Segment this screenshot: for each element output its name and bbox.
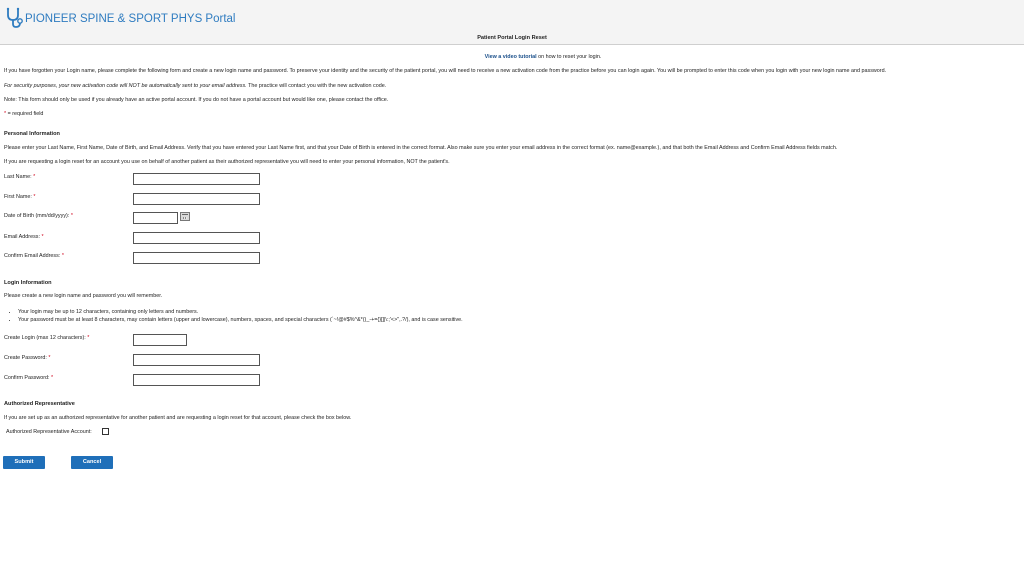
cancel-button[interactable]: Cancel	[71, 456, 113, 469]
create-login-label	[4, 335, 89, 341]
login-info-heading: Login Information	[4, 280, 52, 286]
required-star: *	[33, 194, 36, 200]
personal-info-instructions: Please enter your Last Name, First Name, Date of Birth, and Email Address. Verify that you have entered your Last Name first, and that your Date of Birth is entered in the correct format. Also make sure you enter your email address in the correct format (ex. name@example.), and that both the Email Address and Confirm Email Address fields match.	[4, 145, 838, 151]
portal-header	[0, 0, 1024, 34]
confirm-password-label-text: Confirm Password:	[4, 375, 52, 381]
dob-input[interactable]	[133, 212, 178, 224]
confirm-email-input[interactable]	[133, 252, 260, 264]
first-name-input[interactable]	[133, 193, 260, 205]
required-star: *	[87, 335, 90, 341]
authorized-rep-note: If you are requesting a login reset for an account you use on behalf of another patient as their authorized representative you will need to enter your personal information, NOT the patient's.	[4, 159, 450, 165]
stethoscope-icon	[4, 7, 24, 29]
required-text: = required field	[6, 111, 44, 117]
video-tutorial-line	[0, 54, 1024, 60]
last-name-label-text: Last Name:	[4, 174, 34, 180]
portal-title: PIONEER SPINE & SPORT PHYS Portal	[25, 13, 236, 25]
security-note	[4, 83, 386, 89]
confirm-email-label-text: Confirm Email Address:	[4, 253, 62, 259]
required-star: *	[51, 375, 54, 381]
confirm-password-input[interactable]	[133, 374, 260, 386]
authorized-rep-instructions: If you are set up as an authorized representative for another patient and are requesting a login reset for that account, please check the box below.	[4, 415, 352, 421]
authorized-rep-checkbox-label: Authorized Representative Account:	[6, 429, 92, 435]
login-info-instructions: Please create a new login name and password you will remember.	[4, 293, 163, 299]
authorized-rep-heading: Authorized Representative	[4, 401, 75, 407]
first-name-label	[4, 194, 35, 200]
video-tutorial-link[interactable]: View a video tutorial	[484, 54, 537, 60]
password-rule: • Your password must be at least 8 characters, may contain letters (upper and lowercase), numbers, spaces, and special characters (`~!@#$%^&*()_-+={}[]|\:;'<>",.?/), and is case sensitive.	[18, 317, 463, 325]
confirm-email-label	[4, 253, 64, 259]
dob-label-text: Date of Birth (mm/dd/yyyy):	[4, 213, 71, 219]
security-note-italic: For security purposes, your new activation code will NOT be automatically sent to your email address.	[4, 83, 247, 89]
create-login-label-text: Create Login (max 12 characters):	[4, 335, 88, 341]
required-star: *	[48, 355, 51, 361]
authorized-rep-checkbox[interactable]	[102, 428, 109, 435]
login-rule-length: • Your login may be up to 12 characters, containing only letters and numbers.	[18, 309, 463, 317]
last-name-label	[4, 174, 35, 180]
first-name-label-text: First Name:	[4, 194, 34, 200]
required-star: *	[41, 234, 44, 240]
submit-button[interactable]: Submit	[3, 456, 45, 469]
calendar-icon[interactable]	[180, 212, 190, 221]
required-legend	[4, 111, 43, 117]
last-name-input[interactable]	[133, 173, 260, 185]
video-tutorial-suffix: on how to reset your login.	[536, 54, 602, 60]
page-title: Patient Portal Login Reset	[477, 35, 547, 41]
required-star: *	[33, 174, 36, 180]
page-title-bar	[0, 33, 1024, 45]
login-rules-list	[8, 309, 463, 324]
confirm-password-label	[4, 375, 53, 381]
personal-info-heading: Personal Information	[4, 131, 60, 137]
email-label-text: Email Address:	[4, 234, 42, 240]
security-note-suffix: The practice will contact you with the new activation code.	[246, 83, 387, 89]
intro-paragraph: If you have forgotten your Login name, please complete the following form and create a new login name and password. To preserve your identity and the security of the patient portal, you will need to receive a new activation code from the practice before you can login again. You will be prompted to enter this code when you login with your new login name and password.	[4, 68, 887, 74]
create-password-label-text: Create Password:	[4, 355, 49, 361]
create-login-input[interactable]	[133, 334, 187, 346]
required-star: *	[4, 111, 7, 117]
email-label	[4, 234, 44, 240]
required-star: *	[70, 213, 73, 219]
dob-label	[4, 213, 73, 219]
create-password-input[interactable]	[133, 354, 260, 366]
required-star: *	[61, 253, 64, 259]
create-password-label	[4, 355, 50, 361]
account-note: Note: This form should only be used if you already have an active portal account. If you do not have a portal account but would like one, please contact the office.	[4, 97, 389, 103]
email-input[interactable]	[133, 232, 260, 244]
